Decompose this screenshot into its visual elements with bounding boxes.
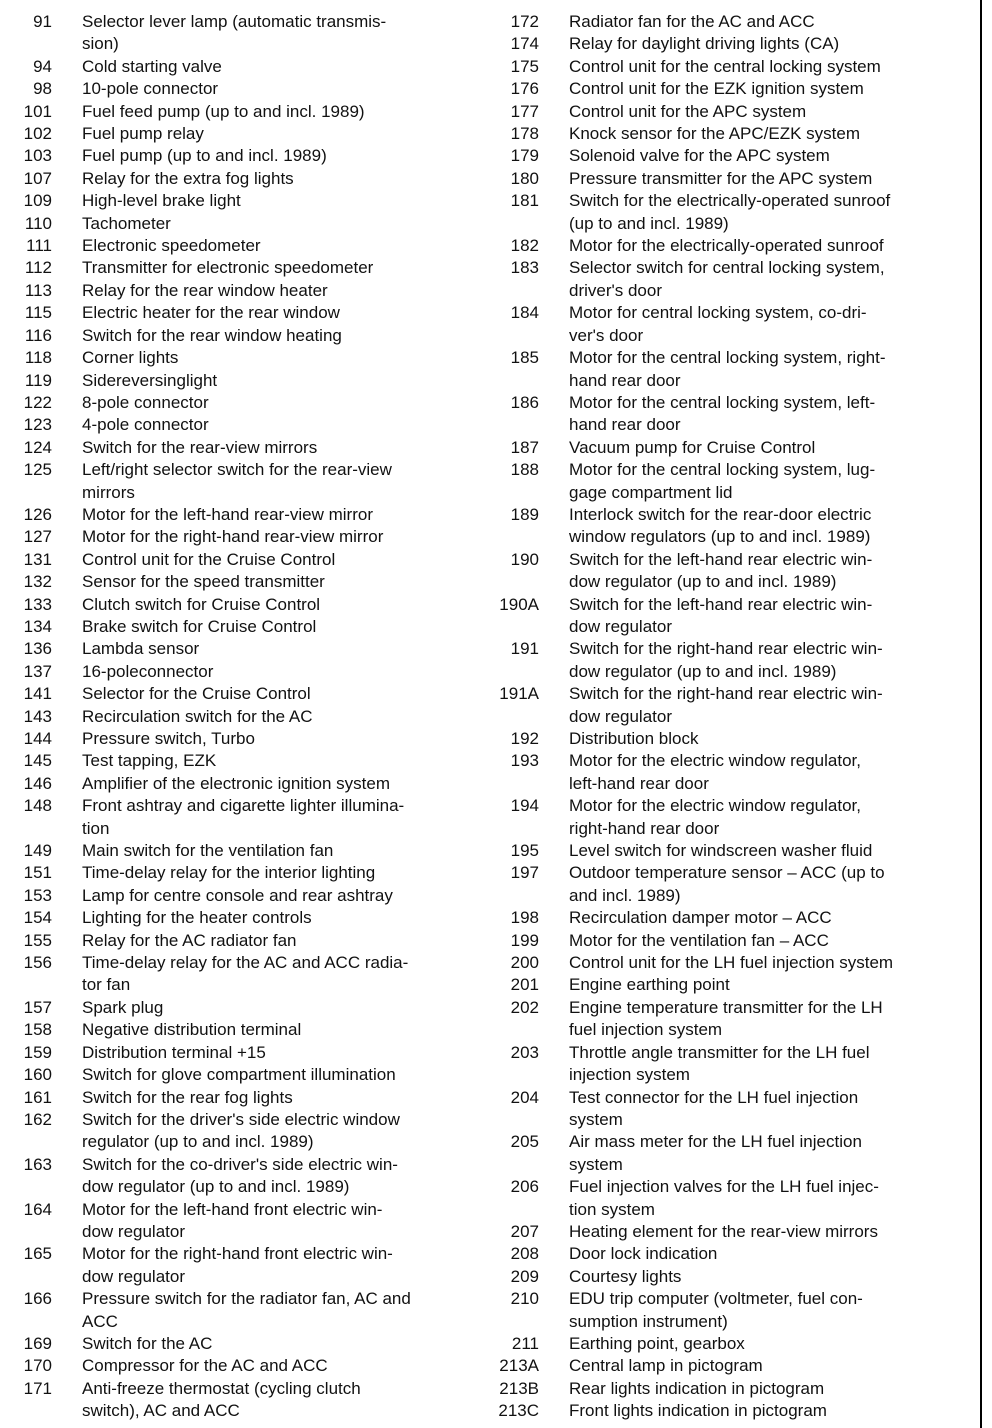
component-description: Distribution terminal +15	[82, 1042, 266, 1062]
component-entry	[497, 1266, 967, 1288]
component-entry	[497, 840, 967, 862]
component-entry	[10, 1288, 480, 1333]
component-entry	[10, 1064, 480, 1086]
component-number: 204	[510, 1087, 539, 1107]
component-description: Pressure transmitter for the APC system	[569, 168, 873, 188]
component-number: 110	[24, 213, 52, 233]
component-number: 181	[510, 191, 539, 211]
component-number: 126	[23, 504, 52, 524]
component-number: 149	[23, 841, 52, 861]
component-number: 127	[23, 527, 52, 547]
component-description: Motor for the central locking system, lug- gage compartment lid	[569, 460, 876, 502]
component-entry	[10, 594, 480, 616]
component-description: Motor for the left-hand front electric win- dow regulator	[82, 1199, 383, 1241]
component-number: 176	[510, 79, 539, 99]
component-number: 208	[510, 1244, 539, 1264]
component-entry	[497, 1221, 967, 1243]
component-description: Courtesy lights	[569, 1266, 682, 1286]
component-description: Lamp for centre console and rear ashtray	[82, 885, 393, 905]
component-entry	[10, 235, 480, 257]
component-entry	[497, 504, 967, 549]
component-number: 102	[23, 124, 52, 144]
component-entry	[10, 706, 480, 728]
component-number: 112	[24, 258, 52, 278]
component-number: 178	[510, 124, 539, 144]
component-number: 203	[510, 1042, 539, 1062]
component-number: 113	[24, 280, 52, 300]
component-description: Radiator fan for the AC and ACC	[569, 12, 815, 31]
component-number: 124	[23, 437, 52, 457]
component-description: Time-delay relay for the AC and ACC radia- tor fan	[82, 953, 409, 995]
component-entry	[10, 930, 480, 952]
component-entry	[10, 862, 480, 884]
component-entry	[10, 437, 480, 459]
component-entry	[497, 1243, 967, 1265]
component-number: 146	[23, 773, 52, 793]
component-description: Knock sensor for the APC/EZK system	[569, 124, 861, 144]
component-number: 116	[24, 325, 52, 345]
component-number: 172	[510, 12, 539, 31]
component-number: 177	[510, 101, 539, 121]
component-number: 180	[510, 168, 539, 188]
component-number: 119	[24, 370, 52, 390]
component-description: Spark plug	[82, 997, 164, 1017]
component-entry	[497, 1378, 967, 1400]
component-number: 206	[510, 1177, 539, 1197]
component-entry	[10, 1333, 480, 1355]
component-number: 174	[510, 34, 539, 54]
component-entry	[10, 459, 480, 504]
component-number: 151	[23, 863, 52, 883]
component-entry	[497, 347, 967, 392]
component-entry	[497, 459, 967, 504]
component-entry	[10, 123, 480, 145]
component-entry	[10, 101, 480, 123]
component-entry	[497, 1176, 967, 1221]
component-entry	[497, 974, 967, 996]
component-description: 10-pole connector	[82, 79, 219, 99]
component-description: Main switch for the ventilation fan	[82, 841, 334, 861]
component-description: Test tapping, EZK	[82, 751, 217, 771]
component-entry	[10, 56, 480, 78]
component-description: Switch for the AC	[82, 1333, 213, 1353]
component-number: 164	[23, 1199, 52, 1219]
component-description: 16-poleconnector	[82, 661, 214, 681]
component-description: Interlock switch for the rear-door electric window regulators (up to and incl. 1989)	[569, 504, 872, 547]
component-number: 156	[23, 953, 52, 973]
component-number: 190	[510, 549, 539, 569]
component-description: Relay for daylight driving lights (CA)	[569, 34, 840, 54]
component-number: 103	[23, 146, 52, 166]
component-description: Selector lever lamp (automatic transmis- sion)	[82, 12, 387, 54]
component-description: Anti-freeze thermostat (cycling clutch switch), AC and ACC	[82, 1378, 361, 1421]
component-entry	[10, 1378, 480, 1423]
component-number: 161	[23, 1087, 52, 1107]
component-description: Relay for the AC radiator fan	[82, 930, 297, 950]
component-entry	[10, 1087, 480, 1109]
component-description: Central lamp in pictogram	[569, 1356, 763, 1376]
component-number: 187	[510, 437, 539, 457]
component-description: Motor for the electric window regulator, left-hand rear door	[569, 751, 861, 793]
component-description: Amplifier of the electronic ignition system	[82, 773, 391, 793]
component-number: 160	[23, 1065, 52, 1085]
component-description: Switch for the left-hand rear electric win- dow regulator (up to and incl. 1989)	[569, 549, 873, 592]
component-description: Switch for the rear-view mirrors	[82, 437, 318, 457]
component-number: 205	[510, 1132, 539, 1152]
component-description: Motor for the left-hand rear-view mirror	[82, 504, 373, 524]
component-number: 195	[510, 841, 539, 861]
component-number: 101	[23, 101, 52, 121]
component-entry	[10, 347, 480, 369]
component-number: 171	[23, 1378, 52, 1398]
component-entry	[10, 683, 480, 705]
component-entry	[10, 257, 480, 279]
component-number: 188	[510, 460, 539, 480]
component-description: Motor for the electric window regulator, right-hand rear door	[569, 796, 861, 838]
component-entry	[497, 78, 967, 100]
component-description: Sensor for the speed transmitter	[82, 572, 325, 592]
component-number: 145	[23, 751, 52, 771]
component-description: Control unit for the Cruise Control	[82, 549, 336, 569]
component-number: 162	[23, 1109, 52, 1129]
component-description: Switch for the left-hand rear electric win- dow regulator	[569, 594, 873, 636]
component-entry	[497, 952, 967, 974]
component-entry	[10, 997, 480, 1019]
component-number: 98	[33, 79, 52, 99]
component-entry	[497, 930, 967, 952]
component-entry	[10, 1154, 480, 1199]
component-description: Fuel injection valves for the LH fuel injec- tion system	[569, 1177, 879, 1219]
component-number: 194	[510, 796, 539, 816]
component-number: 144	[23, 729, 52, 748]
component-description: 4-pole connector	[82, 415, 209, 435]
component-description: Solenoid valve for the APC system	[569, 146, 830, 166]
component-description: Vacuum pump for Cruise Control	[569, 437, 816, 457]
component-entry	[10, 1199, 480, 1244]
component-description: Pressure switch, Turbo	[82, 729, 255, 748]
component-number: 202	[510, 997, 539, 1017]
component-entry	[497, 1087, 967, 1132]
component-description: Corner lights	[82, 348, 179, 368]
component-entry	[10, 213, 480, 235]
component-entry	[10, 549, 480, 571]
component-entry	[10, 168, 480, 190]
component-description: Recirculation damper motor – ACC	[569, 908, 832, 928]
component-description: EDU trip computer (voltmeter, fuel con- sumption instrument)	[569, 1289, 863, 1331]
component-number: 125	[23, 460, 52, 480]
component-number: 182	[510, 236, 539, 256]
component-entry	[497, 795, 967, 840]
component-entry	[497, 1400, 967, 1422]
component-description: Air mass meter for the LH fuel injection system	[569, 1132, 862, 1174]
component-description: Fuel pump (up to and incl. 1989)	[82, 146, 327, 166]
component-entry	[497, 302, 967, 347]
component-entry	[10, 750, 480, 772]
component-description: Fuel pump relay	[82, 124, 204, 144]
component-number: 155	[23, 930, 52, 950]
component-description: Motor for the central locking system, left- hand rear door	[569, 392, 876, 435]
component-number: 179	[510, 146, 539, 166]
component-number: 186	[510, 392, 539, 412]
component-entry	[497, 1355, 967, 1377]
component-description: High-level brake light	[82, 191, 241, 211]
component-description: Clutch switch for Cruise Control	[82, 594, 321, 614]
component-entry	[497, 437, 967, 459]
component-description: Front ashtray and cigarette lighter illumina- tion	[82, 796, 405, 838]
component-description: Motor for central locking system, co-dri- ver's door	[569, 303, 867, 345]
component-number: 137	[23, 661, 52, 681]
right-component-list	[497, 11, 967, 1423]
component-number: 170	[23, 1356, 52, 1376]
component-entry	[497, 862, 967, 907]
component-number: 207	[510, 1221, 539, 1241]
component-number: 107	[23, 168, 52, 188]
component-number: 209	[510, 1266, 539, 1286]
component-description: Sidereversinglight	[82, 370, 218, 390]
component-entry	[497, 1131, 967, 1176]
component-description: Compressor for the AC and ACC	[82, 1356, 328, 1376]
component-description: Switch for the co-driver's side electric win- dow regulator (up to and incl. 1989)	[82, 1154, 398, 1197]
component-number: 213B	[499, 1378, 539, 1398]
component-number: 189	[510, 504, 539, 524]
component-description: Fuel feed pump (up to and incl. 1989)	[82, 101, 365, 121]
component-entry	[497, 594, 967, 639]
component-description: Rear lights indication in pictogram	[569, 1378, 825, 1398]
component-entry	[10, 616, 480, 638]
component-number: 115	[24, 303, 52, 323]
left-component-list	[10, 11, 480, 1423]
component-number: 153	[23, 885, 52, 905]
component-entry	[10, 885, 480, 907]
component-number: 166	[23, 1289, 52, 1309]
component-number: 198	[510, 908, 539, 928]
component-description: Control unit for the LH fuel injection system	[569, 953, 894, 973]
component-description: Throttle angle transmitter for the LH fuel injection system	[569, 1042, 870, 1085]
component-number: 159	[23, 1042, 52, 1062]
component-entry	[10, 661, 480, 683]
component-entry	[10, 11, 480, 56]
component-description: Level switch for windscreen washer fluid	[569, 841, 873, 861]
component-number: 154	[23, 908, 52, 928]
component-number: 165	[23, 1244, 52, 1264]
component-description: Negative distribution terminal	[82, 1020, 302, 1040]
component-entry	[497, 549, 967, 594]
component-number: 200	[510, 953, 539, 973]
component-entry	[10, 526, 480, 548]
component-entry	[497, 997, 967, 1042]
component-entry	[10, 795, 480, 840]
component-entry	[10, 1019, 480, 1041]
component-description: Brake switch for Cruise Control	[82, 616, 317, 636]
component-entry	[497, 56, 967, 78]
component-number: 213A	[499, 1356, 539, 1376]
component-entry	[497, 257, 967, 302]
component-description: Control unit for the EZK ignition system	[569, 79, 864, 99]
component-entry	[10, 78, 480, 100]
component-number: 163	[23, 1154, 52, 1174]
component-entry	[10, 773, 480, 795]
component-number: 91	[33, 12, 52, 31]
component-description: Motor for the right-hand rear-view mirror	[82, 527, 384, 547]
component-entry	[10, 145, 480, 167]
component-entry	[10, 1042, 480, 1064]
component-description: Earthing point, gearbox	[569, 1333, 745, 1353]
component-description: Switch for the right-hand rear electric win- dow regulator (up to and incl. 1989)	[569, 639, 883, 681]
component-number: 134	[23, 616, 52, 636]
component-description: Switch for the driver's side electric window regulator (up to and incl. 1989)	[82, 1109, 400, 1152]
component-number: 141	[23, 684, 52, 704]
component-entry	[497, 33, 967, 55]
component-number: 201	[510, 975, 539, 995]
component-entry	[497, 235, 967, 257]
component-description: Relay for the rear window heater	[82, 280, 328, 300]
component-description: Test connector for the LH fuel injection system	[569, 1087, 859, 1129]
component-entry	[497, 907, 967, 929]
component-number: 118	[24, 348, 52, 368]
component-entry	[497, 1288, 967, 1333]
component-number: 111	[26, 236, 52, 256]
component-description: Relay for the extra fog lights	[82, 168, 294, 188]
component-number: 193	[510, 751, 539, 771]
component-number: 157	[23, 997, 52, 1017]
component-number: 191	[510, 639, 539, 659]
component-description: Pressure switch for the radiator fan, AC and ACC	[82, 1289, 411, 1331]
component-description: Electric heater for the rear window	[82, 303, 340, 323]
component-number: 169	[23, 1333, 52, 1353]
component-description: 8-pole connector	[82, 392, 209, 412]
component-description: Engine temperature transmitter for the LH fuel injection system	[569, 997, 883, 1040]
component-number: 199	[510, 930, 539, 950]
component-entry	[10, 504, 480, 526]
component-number: 136	[23, 639, 52, 659]
component-description: Outdoor temperature sensor – ACC (up to and incl. 1989)	[569, 863, 885, 905]
component-description: Electronic speedometer	[82, 236, 261, 256]
component-entry	[10, 638, 480, 660]
component-description: Left/right selector switch for the rear-view mirrors	[82, 460, 392, 502]
component-entry	[497, 168, 967, 190]
component-entry	[10, 571, 480, 593]
component-number: 210	[510, 1289, 539, 1309]
component-number: 183	[510, 258, 539, 278]
component-description: Recirculation switch for the AC	[82, 706, 313, 726]
component-entry	[10, 392, 480, 414]
component-description: Motor for the right-hand front electric win- dow regulator	[82, 1244, 393, 1286]
component-number: 197	[510, 863, 539, 883]
component-number: 185	[510, 348, 539, 368]
component-number: 190A	[499, 594, 539, 614]
component-entry	[10, 302, 480, 324]
component-entry	[497, 145, 967, 167]
component-entry	[10, 370, 480, 392]
component-entry	[10, 1109, 480, 1154]
component-description: Control unit for the central locking system	[569, 56, 881, 76]
component-description: Engine earthing point	[569, 975, 730, 995]
component-description: Motor for the ventilation fan – ACC	[569, 930, 829, 950]
component-description: Switch for the rear fog lights	[82, 1087, 293, 1107]
component-entry	[10, 728, 480, 750]
component-number: 122	[23, 392, 52, 412]
component-description: Selector for the Cruise Control	[82, 684, 311, 704]
component-description: Switch for the right-hand rear electric win- dow regulator	[569, 684, 883, 726]
component-entry	[10, 1355, 480, 1377]
component-entry	[10, 1243, 480, 1288]
component-description: Selector switch for central locking system, driver's door	[569, 258, 885, 300]
component-entry	[497, 190, 967, 235]
component-description: Switch for the electrically-operated sunroof (up to and incl. 1989)	[569, 191, 891, 233]
component-number: 123	[23, 415, 52, 435]
component-number: 213C	[498, 1401, 539, 1421]
component-number: 133	[23, 594, 52, 614]
component-description: Motor for the central locking system, right- hand rear door	[569, 348, 886, 390]
component-description: Lighting for the heater controls	[82, 908, 312, 928]
component-description: Switch for glove compartment illumination	[82, 1065, 396, 1085]
component-entry	[10, 280, 480, 302]
component-entry	[497, 638, 967, 683]
component-description: Time-delay relay for the interior lighting	[82, 863, 376, 883]
component-entry	[10, 952, 480, 997]
component-entry	[497, 11, 967, 33]
component-entry	[497, 101, 967, 123]
component-entry	[497, 683, 967, 728]
component-description: Control unit for the APC system	[569, 101, 807, 121]
component-number: 143	[23, 706, 52, 726]
component-number: 132	[23, 572, 52, 592]
component-entry	[497, 1042, 967, 1087]
component-number: 158	[23, 1020, 52, 1040]
page-border-right	[980, 0, 982, 1428]
component-description: Switch for the rear window heating	[82, 325, 342, 345]
component-number: 211	[511, 1333, 539, 1353]
component-number: 131	[23, 549, 52, 569]
component-description: Cold starting valve	[82, 56, 222, 76]
component-entry	[10, 190, 480, 212]
component-entry	[10, 325, 480, 347]
component-description: Distribution block	[569, 729, 699, 748]
component-description: Heating element for the rear-view mirrors	[569, 1221, 878, 1241]
component-number: 148	[23, 796, 52, 816]
component-description: Front lights indication in pictogram	[569, 1401, 827, 1421]
component-description: Transmitter for electronic speedometer	[82, 258, 374, 278]
component-entry	[10, 414, 480, 436]
component-number: 94	[33, 56, 52, 76]
component-entry	[497, 750, 967, 795]
component-description: Door lock indication	[569, 1244, 718, 1264]
component-entry	[497, 392, 967, 437]
component-entry	[497, 1333, 967, 1355]
component-number: 192	[510, 729, 539, 748]
component-entry	[497, 728, 967, 750]
component-description: Motor for the electrically-operated sunroof	[569, 236, 884, 256]
component-number: 175	[510, 56, 539, 76]
component-entry	[497, 123, 967, 145]
component-description: Tachometer	[82, 213, 171, 233]
component-number: 109	[23, 191, 52, 211]
component-number: 191A	[499, 684, 539, 704]
component-entry	[10, 840, 480, 862]
component-number: 184	[510, 303, 539, 323]
component-description: Lambda sensor	[82, 639, 200, 659]
component-entry	[10, 907, 480, 929]
